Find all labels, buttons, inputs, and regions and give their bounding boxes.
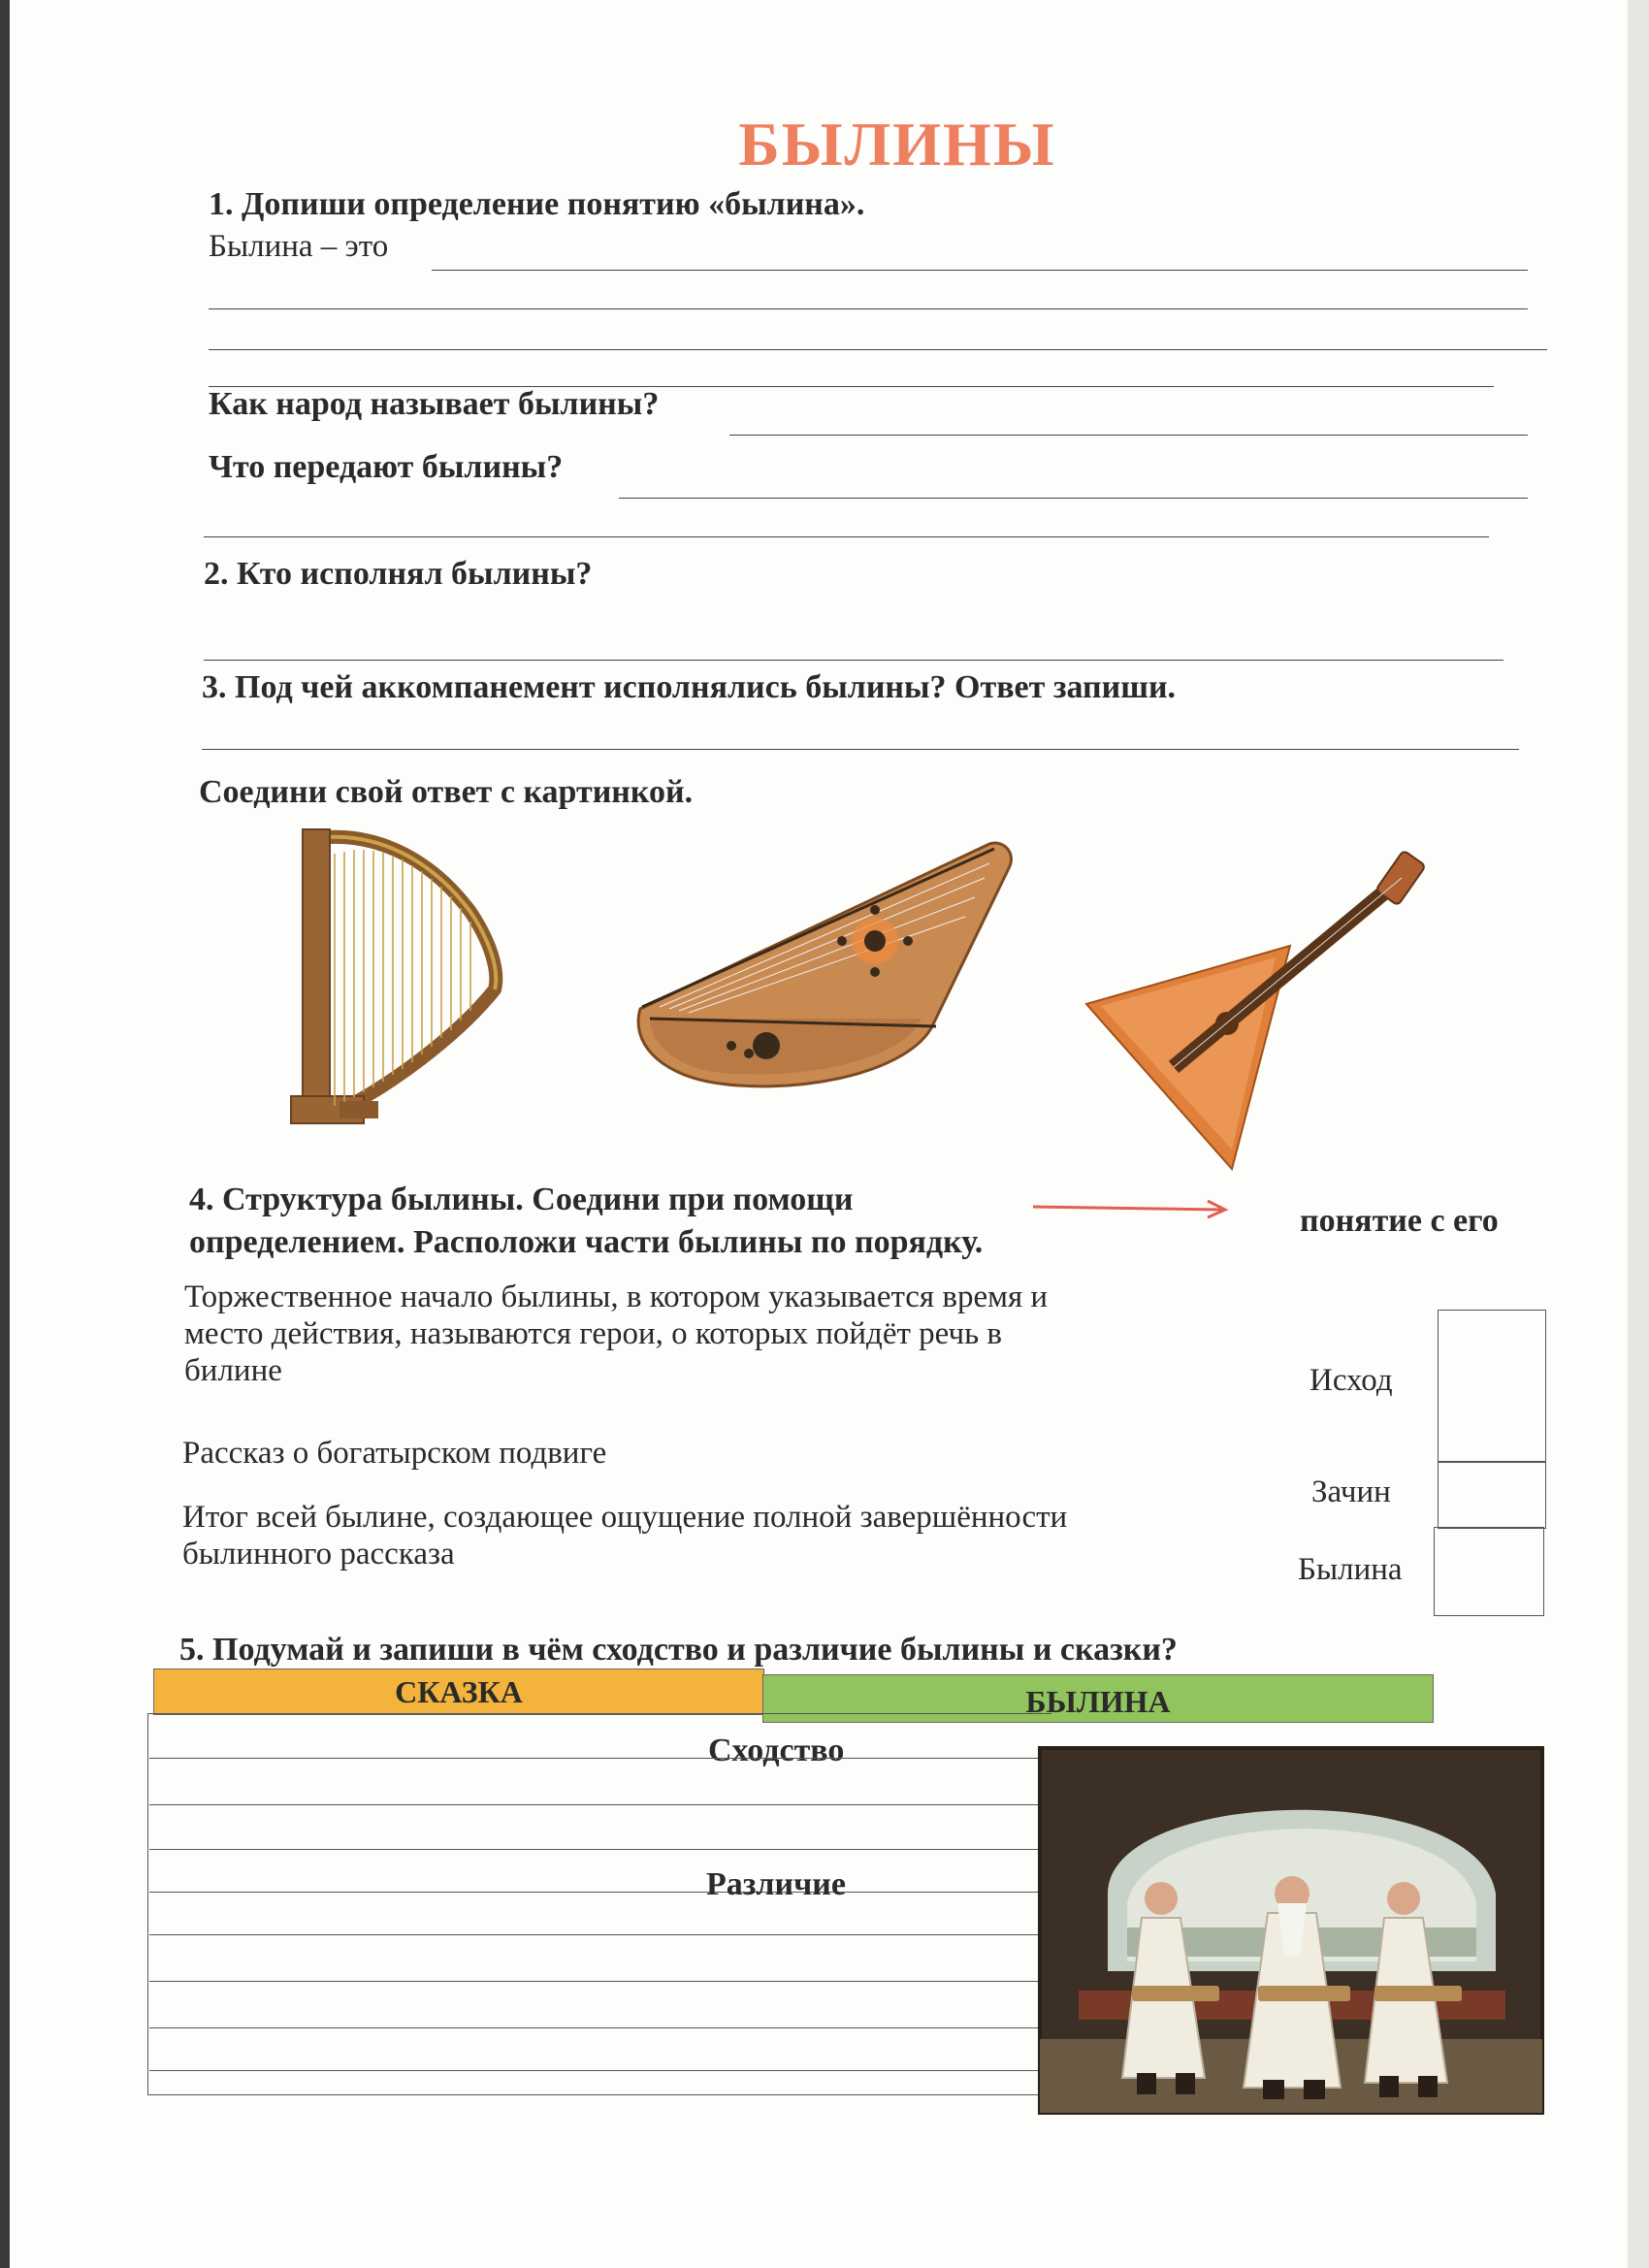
table-row[interactable] [149, 1804, 1051, 1805]
balalaika-icon[interactable] [1077, 849, 1436, 1174]
answer-line[interactable] [619, 498, 1528, 499]
table-row[interactable] [149, 1892, 1051, 1893]
red-arrow-icon [1033, 1193, 1237, 1222]
definition-text-line: Итог всей былине, создающее ощущение полной завершённости [182, 1500, 1068, 1535]
q4-heading-part1: 4. Структура былины. Соедини при помощи [189, 1182, 854, 1217]
table-header-skazka: СКАЗКА [153, 1669, 764, 1715]
q1-prompt: Былина – это [209, 229, 389, 264]
definition-zachin[interactable] [184, 1279, 1048, 1389]
scan-edge-left [0, 0, 10, 2268]
table-row[interactable] [149, 1981, 1051, 1982]
order-box[interactable] [1438, 1310, 1546, 1463]
answer-line[interactable] [432, 270, 1528, 271]
answer-line[interactable] [729, 435, 1528, 436]
page-title: БЫЛИНЫ [738, 110, 1056, 178]
q1-sub-question-content: Что передают былины? [209, 449, 564, 485]
order-box[interactable] [1438, 1461, 1546, 1529]
bogatyr-painting [1040, 1748, 1542, 2113]
similarity-label: Сходство [708, 1733, 845, 1768]
definition-text-line: Торжественное начало былины, в котором указывается время и [184, 1280, 1049, 1314]
q3-heading: 3. Под чей аккомпанемент исполнялись былины? Ответ запиши. [202, 669, 1177, 705]
term-iskhod[interactable]: Исход [1310, 1363, 1393, 1398]
comparison-table [147, 1713, 1051, 2095]
answer-line[interactable] [209, 308, 1528, 309]
harp-icon[interactable] [281, 815, 514, 1135]
definition-iskhod[interactable] [182, 1499, 1067, 1572]
q2-heading: 2. Кто исполнял былины? [204, 556, 593, 592]
table-header-bylina: БЫЛИНА [762, 1674, 1434, 1723]
scan-edge-right [1628, 0, 1649, 2268]
q1-sub-question-name: Как народ называет былины? [209, 386, 660, 422]
q4-heading-part2: понятие с его [1300, 1203, 1499, 1239]
table-row[interactable] [149, 2070, 1051, 2071]
term-zachin[interactable]: Зачин [1311, 1474, 1391, 1509]
worksheet-page [10, 0, 1628, 2268]
answer-line[interactable] [202, 749, 1519, 750]
table-row[interactable] [149, 1934, 1051, 1935]
q5-heading: 5. Подумай и запиши в чём сходство и различие былины и сказки? [179, 1632, 1178, 1668]
q3-connect-instruction: Соедини свой ответ с картинкой. [199, 774, 694, 810]
answer-line[interactable] [204, 536, 1489, 537]
answer-line[interactable] [204, 660, 1504, 661]
table-row[interactable] [149, 1758, 1051, 1759]
table-row[interactable] [149, 2027, 1051, 2028]
gusli-icon[interactable] [630, 834, 1018, 1106]
term-bylina[interactable]: Былина [1298, 1552, 1403, 1587]
definition-bylina[interactable] [182, 1436, 606, 1472]
answer-line[interactable] [209, 349, 1547, 350]
order-box[interactable] [1434, 1527, 1544, 1616]
definition-text-line: билине [184, 1353, 282, 1388]
q1-heading: 1. Допиши определение понятию «былина». [209, 186, 865, 222]
definition-text-line: былинного рассказа [182, 1537, 455, 1571]
difference-label: Различие [706, 1866, 846, 1902]
definition-text-line: место действия, называются герои, о которых пойдёт речь в [184, 1316, 1002, 1351]
q4-heading-part3: определением. Расположи части былины по порядку. [189, 1224, 984, 1260]
definition-text-line: Рассказ о богатырском подвиге [182, 1436, 607, 1471]
table-row[interactable] [149, 1849, 1051, 1850]
